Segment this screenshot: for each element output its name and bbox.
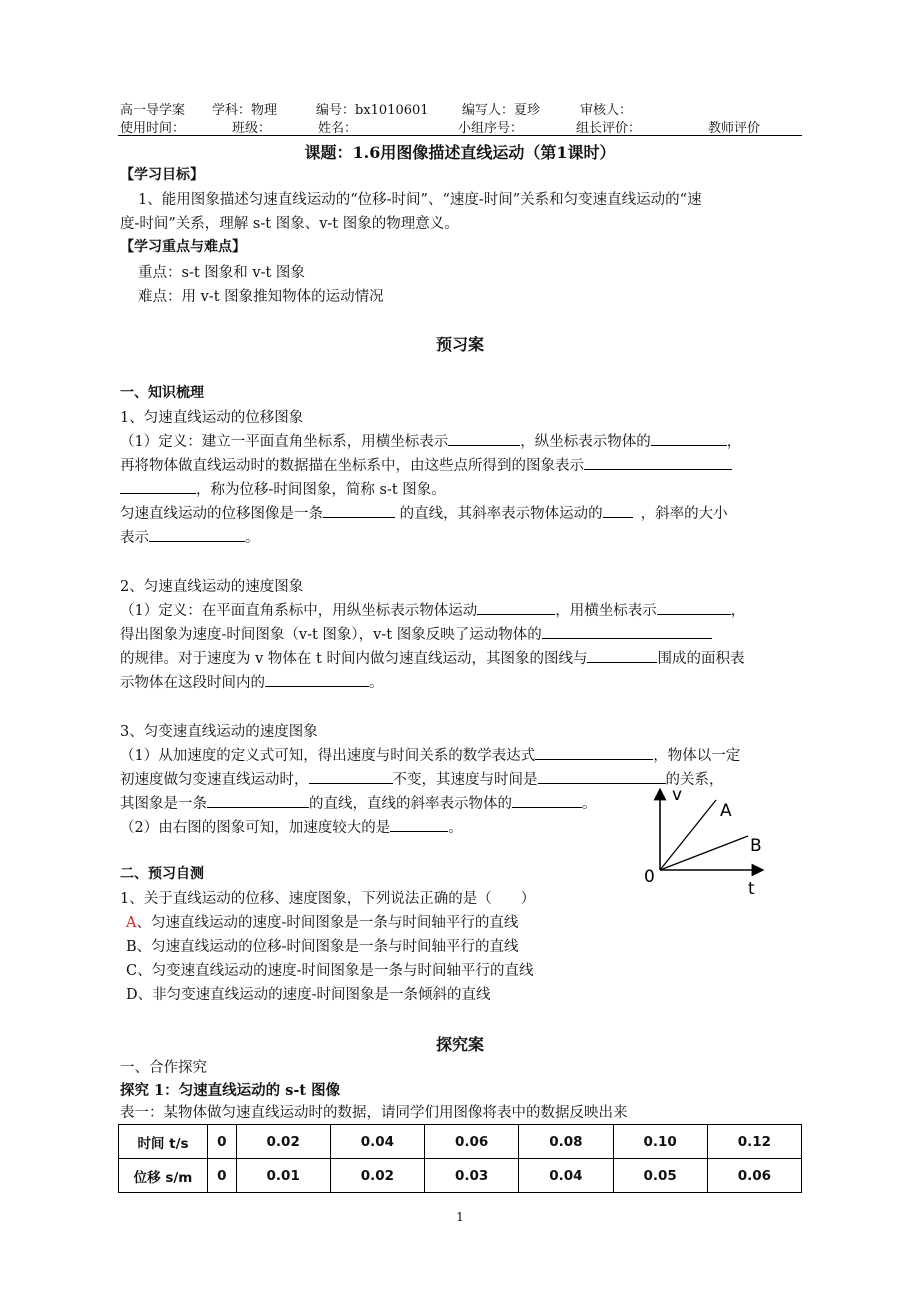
s1-text: 再将物体做直线运动时的数据描在坐标系中，由这些点所得到的图象表示 <box>120 458 584 474</box>
key-point: 重点：s-t 图象和 v-t 图象 <box>138 265 305 281</box>
s2-text: 的规律。对于速度为 v 物体在 t 时间内做匀速直线运动，其图象的图线与 <box>120 651 588 667</box>
option-c[interactable]: C、匀变速直线运动的速度-时间图象是一条与时间轴平行的直线 <box>126 963 534 979</box>
option-a-text: 、匀速直线运动的速度-时间图象是一条与时间轴平行的直线 <box>136 915 519 931</box>
header-leader-eval: 组长评价： <box>576 121 642 136</box>
s2-line-4 <box>120 671 384 692</box>
header-code: 编号：bx1010601 <box>316 103 429 118</box>
page-number: 1 <box>456 1210 464 1224</box>
objectives-line-2: 度-时间”关系，理解 s-t 图象、v-t 图象的物理意义。 <box>120 216 459 232</box>
option-d[interactable]: D、非匀变速直线运动的速度-时间图象是一条倾斜的直线 <box>126 987 491 1003</box>
fill-blank[interactable] <box>309 769 393 784</box>
s1-title: 1、匀速直线运动的位移图象 <box>120 410 304 426</box>
header-group-no: 小组序号： <box>458 121 524 136</box>
table-cell: 0.06 <box>425 1125 519 1159</box>
s1-text: 的直线，其斜率表示物体运动的 <box>395 506 603 522</box>
explore-heading: 探究案 <box>435 1035 484 1054</box>
key-points-heading: 【学习重点与难点】 <box>120 239 246 255</box>
table-row <box>119 1125 802 1159</box>
fill-blank[interactable] <box>207 793 309 808</box>
table-cell: 0.08 <box>519 1125 613 1159</box>
fill-blank[interactable] <box>477 600 555 615</box>
s1-text: ，斜率的大小 <box>640 506 728 522</box>
s1-line-1 <box>120 430 741 451</box>
fill-blank[interactable] <box>149 527 245 542</box>
table-cell: 0.05 <box>613 1159 707 1193</box>
s1-text: ， <box>726 434 742 450</box>
s3-line-4 <box>120 816 463 837</box>
s3-text: 。 <box>448 820 463 836</box>
line-b-label: B <box>750 836 762 856</box>
self-test-heading: 二、预习自测 <box>120 866 204 882</box>
preview-heading: 预习案 <box>435 335 484 354</box>
knowledge-heading: 一、知识梳理 <box>120 385 204 401</box>
s2-text: 示物体在这段时间内的 <box>120 675 265 691</box>
s3-text: 的直线，直线的斜率表示物体的 <box>309 796 512 812</box>
header-use-time: 使用时间： <box>120 121 186 136</box>
data-table <box>118 1124 802 1193</box>
task-1-title <box>120 1079 340 1100</box>
s1-text: 匀速直线运动的位移图像是一条 <box>120 506 323 522</box>
s3-text: 初速度做匀变速直线运动时， <box>120 772 309 788</box>
table-cell: 0.02 <box>330 1159 424 1193</box>
s1-line-5 <box>120 526 260 547</box>
option-a-letter: A <box>126 915 137 931</box>
s1-text: 。 <box>245 530 260 546</box>
fill-blank[interactable] <box>120 479 196 494</box>
s3-text: （1）从加速度的定义式可知，得出速度与时间关系的数学表达式 <box>120 748 536 764</box>
t-label: t <box>748 879 755 899</box>
s2-text: 。 <box>369 675 384 691</box>
table-cell: 0.02 <box>236 1125 330 1159</box>
s1-text: （1）定义：建立一平面直角坐标系，用横坐标表示 <box>120 434 449 450</box>
table-row <box>119 1159 802 1193</box>
s3-line-3 <box>120 792 597 813</box>
fill-blank[interactable] <box>535 745 653 760</box>
header-name: 姓名： <box>318 121 358 136</box>
fill-blank[interactable] <box>512 793 582 808</box>
s3-line-1 <box>120 744 740 765</box>
fill-blank[interactable] <box>265 672 369 687</box>
header-rule <box>118 135 802 136</box>
fill-blank[interactable] <box>657 600 731 615</box>
s1-line-2 <box>120 454 732 475</box>
header-class: 班级： <box>232 121 272 136</box>
s1-text: ，称为位移-时间图象，简称 s-t 图象。 <box>196 482 446 498</box>
s2-text: 围成的面积表 <box>657 651 745 667</box>
objectives-heading: 【学习目标】 <box>120 167 204 183</box>
task-title: 匀速直线运动的 s-t 图像 <box>178 1082 341 1099</box>
s3-title: 3、匀变速直线运动的速度图象 <box>120 724 318 740</box>
s3-text: 其图象是一条 <box>120 796 207 812</box>
line-a-label: A <box>720 801 732 821</box>
s2-line-1 <box>120 599 745 620</box>
origin-label: 0 <box>644 867 655 887</box>
table-cell: 0.03 <box>425 1159 519 1193</box>
header-teacher-eval: 教师评价 <box>708 121 761 136</box>
fill-blank[interactable] <box>323 503 395 518</box>
objectives-line-1: 1、能用图象描述匀速直线运动的“位移-时间”、“速度-时间”关系和匀变速直线运动的“速 <box>138 192 702 208</box>
fill-blank[interactable] <box>603 503 633 518</box>
task-prefix: 探究 1： <box>120 1082 179 1099</box>
page-title: 课题：1.6用图像描述直线运动（第1课时） <box>304 143 616 162</box>
s2-text: （1）定义：在平面直角系标中，用纵坐标表示物体运动 <box>120 603 478 619</box>
fill-blank[interactable] <box>651 431 727 446</box>
header-subject: 学科：物理 <box>212 103 278 118</box>
s2-line-2 <box>120 623 712 644</box>
fill-blank[interactable] <box>584 455 732 470</box>
s3-text: （2）由右图的图象可知，加速度较大的是 <box>120 820 391 836</box>
s3-line-2 <box>120 768 724 789</box>
fill-blank[interactable] <box>542 624 712 639</box>
fill-blank[interactable] <box>448 431 520 446</box>
s1-text: ，纵坐标表示物体的 <box>520 434 651 450</box>
table-cell: 0 <box>208 1159 237 1193</box>
table-cell: 0.01 <box>236 1159 330 1193</box>
header-course: 高一导学案 <box>120 103 186 118</box>
v-label: v <box>672 785 683 805</box>
s3-text: 的关系， <box>665 772 724 788</box>
header-author: 编写人：夏珍 <box>462 103 541 118</box>
s1-line-3 <box>120 478 446 499</box>
s3-text: 不变，其速度与时间是 <box>392 772 538 788</box>
vt-graph <box>636 780 776 900</box>
table-header-time: 时间 t/s <box>119 1125 208 1159</box>
table-cell: 0.06 <box>707 1159 801 1193</box>
table-header-displacement: 位移 s/m <box>119 1159 208 1193</box>
fill-blank[interactable] <box>390 817 448 832</box>
s1-text: 表示 <box>120 530 149 546</box>
table-cell: 0.12 <box>707 1125 801 1159</box>
table-cell: 0.10 <box>613 1125 707 1159</box>
option-b[interactable]: B、匀速直线运动的位移-时间图象是一条与时间轴平行的直线 <box>126 939 519 955</box>
s2-line-3 <box>120 647 744 668</box>
s2-text: ， <box>730 603 746 619</box>
difficulty: 难点：用 v-t 图象推知物体的运动情况 <box>138 289 384 305</box>
s3-text: ，物体以一定 <box>653 748 741 764</box>
s2-text: 得出图象为速度-时间图象（v-t 图象），v-t 图象反映了运动物体的 <box>120 627 542 643</box>
option-a[interactable] <box>126 911 518 932</box>
s3-text: 。 <box>582 796 597 812</box>
table-cell: 0.04 <box>330 1125 424 1159</box>
table-caption: 表一：某物体做匀速直线运动时的数据，请同学们用图像将表中的数据反映出来 <box>120 1105 628 1121</box>
fill-blank[interactable] <box>587 648 657 663</box>
s1-line-4 <box>120 502 728 523</box>
s2-text: ，用横坐标表示 <box>555 603 657 619</box>
header-reviewer: 审核人： <box>580 103 633 118</box>
s2-title: 2、匀速直线运动的速度图象 <box>120 579 304 595</box>
table-cell: 0 <box>208 1125 237 1159</box>
table-cell: 0.04 <box>519 1159 613 1193</box>
question-1: 1、关于直线运动的位移、速度图象，下列说法正确的是（ ） <box>120 891 536 907</box>
cooperation-heading: 一、合作探究 <box>120 1060 207 1076</box>
